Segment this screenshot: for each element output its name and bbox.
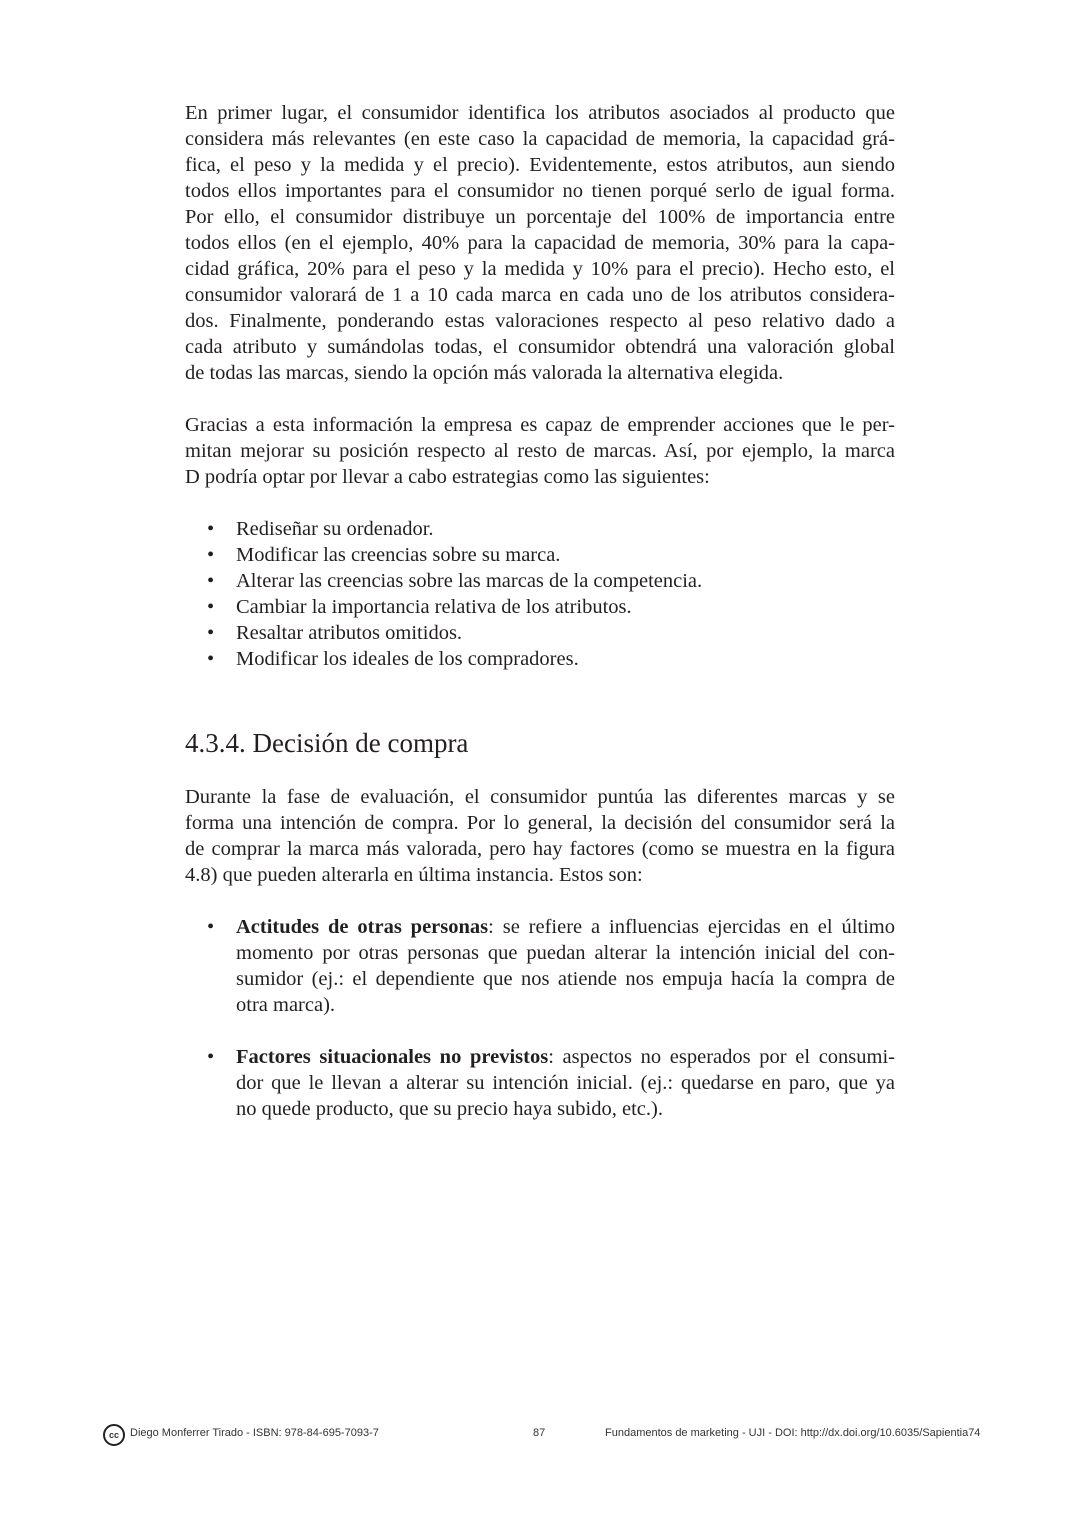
text-line: todos ellos importantes para el consumidor no tienen porqué serlo de igual forma. xyxy=(185,180,895,202)
text-line: consumidor valorará de 1 a 10 cada marca en cada uno de los atributos considera- xyxy=(185,284,895,306)
bullet-icon: • xyxy=(207,596,215,618)
text-line: todos ellos (en el ejemplo, 40% para la capacidad de memoria, 30% para la capa- xyxy=(185,232,895,254)
footer-doi: Fundamentos de marketing - UJI - DOI: http://dx.doi.org/10.6035/Sapientia74 xyxy=(605,1427,981,1439)
text-line: mitan mejorar su posición respecto al resto de marcas. Así, por ejemplo, la marca xyxy=(185,440,895,462)
paragraph-company-actions xyxy=(185,412,895,490)
list-item xyxy=(185,594,895,620)
text-line: dor que le llevan a alterar su intención inicial. (ej.: quedarse en paro, que ya xyxy=(236,1072,895,1094)
section-heading: 4.3.4. Decisión de compra xyxy=(185,728,469,758)
bullet-icon: • xyxy=(207,518,215,540)
list-item xyxy=(185,542,895,568)
list-item-text: Rediseñar su ordenador. xyxy=(236,518,434,540)
factor-description: : aspectos no esperados por el consumi- xyxy=(548,1046,896,1068)
text-line: fica, el peso y la medida y el precio). Evidentemente, estos atributos, aun siendo xyxy=(185,154,895,176)
list-item-text: Resaltar atributos omitidos. xyxy=(236,622,463,644)
factor-item xyxy=(185,1044,895,1122)
text-line: forma una intención de compra. Por lo general, la decisión del consumidor será la xyxy=(185,812,895,834)
bullet-icon: • xyxy=(207,648,215,670)
text-line: Gracias a esta información la empresa es capaz de emprender acciones que le per- xyxy=(185,414,895,436)
bullet-icon: • xyxy=(207,916,215,938)
list-item xyxy=(185,516,895,542)
text-line: Por ello, el consumidor distribuye un porcentaje del 100% de importancia entre xyxy=(185,206,895,228)
strategies-list xyxy=(185,516,895,672)
text-line: otra marca). xyxy=(236,994,336,1016)
text-line: no quede producto, que su precio haya subido, etc.). xyxy=(236,1098,663,1120)
text-line: considera más relevantes (en este caso la capacidad de memoria, la capacidad grá- xyxy=(185,128,895,150)
page-number: 87 xyxy=(533,1427,546,1439)
bullet-icon: • xyxy=(207,1046,215,1068)
text-line: D podría optar por llevar a cabo estrategias como las siguientes: xyxy=(185,466,710,488)
text-line: En primer lugar, el consumidor identifica los atributos asociados al producto que xyxy=(185,102,895,124)
footer-author-isbn: Diego Monferrer Tirado - ISBN: 978-84-695-7093-7 xyxy=(130,1427,379,1439)
list-item-text: Modificar los ideales de los compradores. xyxy=(236,648,579,670)
factor-description: : se refiere a influencias ejercidas en el último xyxy=(488,916,895,938)
text-line: sumidor (ej.: el dependiente que nos atiende nos empuja hacía la compra de xyxy=(236,968,895,990)
factor-term: Actitudes de otras personas xyxy=(236,916,489,938)
text-line: dos. Finalmente, ponderando estas valoraciones respecto al peso relativo dado a xyxy=(185,310,895,332)
paragraph-attribute-evaluation xyxy=(185,100,895,386)
factor-item xyxy=(185,914,895,1018)
paragraph-purchase-decision xyxy=(185,784,895,888)
bullet-icon: • xyxy=(207,622,215,644)
list-item-text: Cambiar la importancia relativa de los atributos. xyxy=(236,596,632,618)
text-line xyxy=(236,914,895,940)
list-item xyxy=(185,620,895,646)
page-footer xyxy=(103,1424,983,1446)
bullet-icon: • xyxy=(207,544,215,566)
text-line: momento por otras personas que puedan alterar la intención inicial del con- xyxy=(236,942,895,964)
text-line xyxy=(236,1044,895,1070)
factor-term: Factores situacionales no previstos xyxy=(236,1046,549,1068)
bullet-icon: • xyxy=(207,570,215,592)
text-line: Durante la fase de evaluación, el consumidor puntúa las diferentes marcas y se xyxy=(185,786,895,808)
text-line: de comprar la marca más valorada, pero hay factores (como se muestra en la figura xyxy=(185,838,895,860)
text-line: cidad gráfica, 20% para el peso y la medida y 10% para el precio). Hecho esto, el xyxy=(185,258,895,280)
text-line: de todas las marcas, siendo la opción más valorada la alternativa elegida. xyxy=(185,362,784,384)
text-line: 4.8) que pueden alterarla en última instancia. Estos son: xyxy=(185,864,643,886)
creative-commons-icon: cc xyxy=(103,1424,125,1446)
text-line: cada atributo y sumándolas todas, el consumidor obtendrá una valoración global xyxy=(185,336,895,358)
list-item-text: Modificar las creencias sobre su marca. xyxy=(236,544,561,566)
list-item-text: Alterar las creencias sobre las marcas de la competencia. xyxy=(236,570,703,592)
list-item xyxy=(185,568,895,594)
list-item xyxy=(185,646,895,672)
